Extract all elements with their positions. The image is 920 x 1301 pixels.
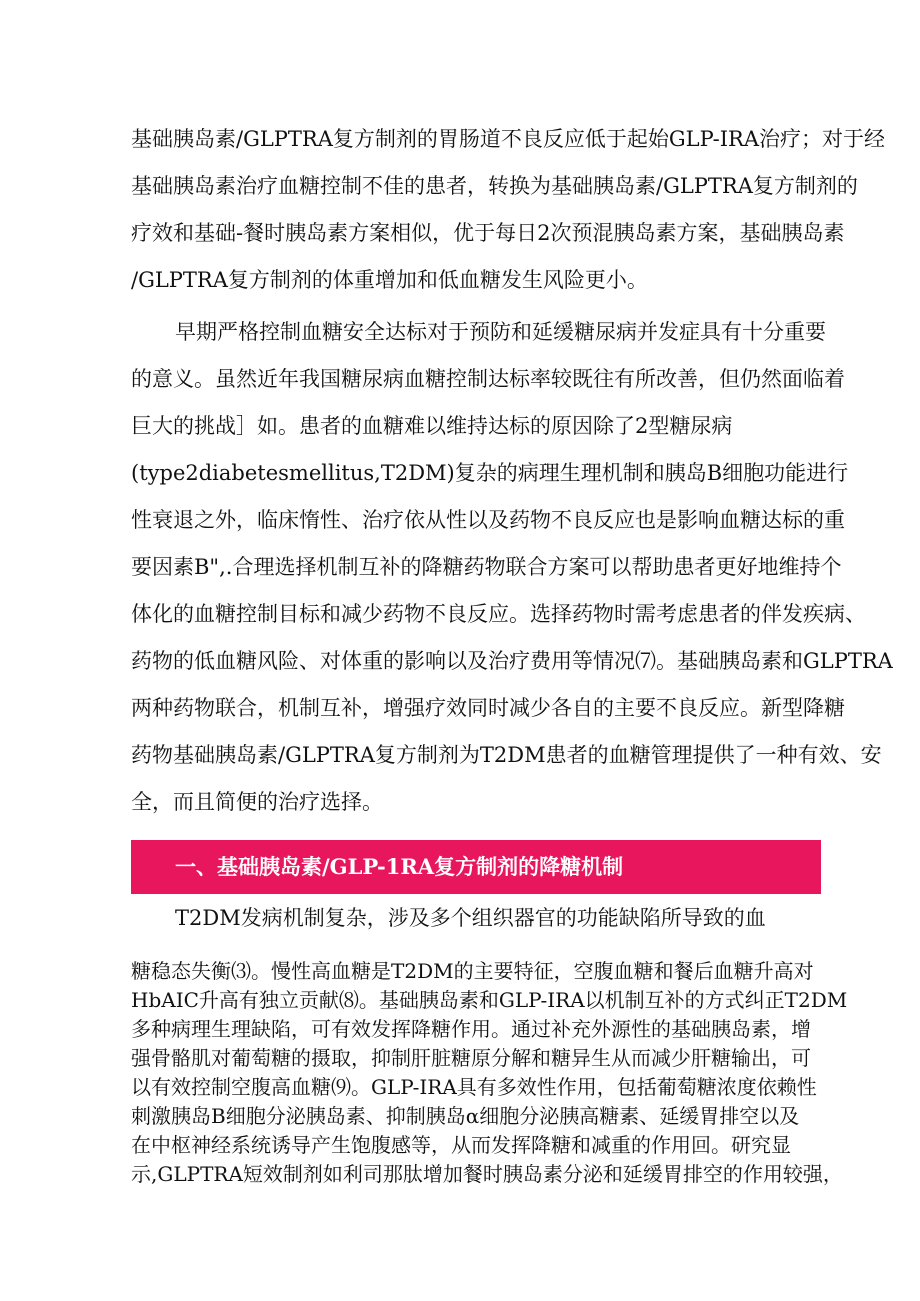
text-line: 药物基础胰岛素/GLPTRA复方制剂为T2DM患者的血糖管理提供了一种有效、安 bbox=[131, 743, 882, 767]
text-line: 两种药物联合，机制互补，增强疗效同时减少各自的主要不良反应。新型降糖 bbox=[131, 696, 845, 720]
text-line: 示,GLPTRA短效制剂如利司那肽增加餐时胰岛素分泌和延缓胃排空的作用较强， bbox=[131, 1162, 843, 1186]
text-line: /GLPTRA复方制剂的体重增加和低血糖发生风险更小。 bbox=[131, 268, 648, 292]
text-line: HbAIC升高有独立贡献⑻。基础胰岛素和GLP-IRA以机制互补的方式纠正T2DM bbox=[131, 988, 848, 1012]
text-line: 基础胰岛素治疗血糖控制不佳的患者，转换为基础胰岛素/GLPTRA复方制剂的 bbox=[131, 174, 858, 198]
text-line: 在中枢神经系统诱导产生饱腹感等，从而发挥降糖和减重的作用回。研究显 bbox=[131, 1133, 791, 1157]
section-heading-band bbox=[131, 840, 821, 894]
text-line: 的意义。虽然近年我国糖尿病血糖控制达标率较既往有所改善，但仍然面临着 bbox=[131, 367, 845, 391]
text-line: 巨大的挑战］如。患者的血糖难以维持达标的原因除了2型糖尿病 bbox=[131, 414, 733, 438]
section-title: 一、基础胰岛素/GLP-1RA复方制剂的降糖机制 bbox=[175, 854, 624, 879]
text-line: 要因素B",.合理选择机制互补的降糖药物联合方案可以帮助患者更好地维持个 bbox=[131, 555, 842, 579]
text-line: 体化的血糖控制目标和减少药物不良反应。选择药物时需考虑患者的伴发疾病、 bbox=[131, 602, 866, 626]
text-line: 早期严格控制血糖安全达标对于预防和延缓糖尿病并发症具有十分重要 bbox=[175, 320, 826, 344]
text-line: (type2diabetesmellitus,T2DM)复杂的病理生理机制和胰岛B细胞功能进行 bbox=[131, 461, 849, 485]
text-line: 全，而且简便的治疗选择。 bbox=[131, 790, 383, 814]
text-line: 刺激胰岛B细胞分泌胰岛素、抑制胰岛α细胞分泌胰高糖素、延缓胃排空以及 bbox=[131, 1104, 800, 1128]
text-line: 性衰退之外，临床惰性、治疗依从性以及药物不良反应也是影响血糖达标的重 bbox=[131, 508, 845, 532]
text-line: 基础胰岛素/GLPTRA复方制剂的胃肠道不良反应低于起始GLP-IRA治疗；对于经 bbox=[131, 127, 885, 151]
text-line: 疗效和基础-餐时胰岛素方案相似，优于每日2次预混胰岛素方案，基础胰岛素 bbox=[131, 221, 845, 245]
text-line: 多种病理生理缺陷，可有效发挥降糖作用。通过补充外源性的基础胰岛素，增 bbox=[131, 1017, 811, 1041]
text-line: 强骨骼肌对葡萄糖的摄取，抑制肝脏糖原分解和糖异生从而减少肝糖输出，可 bbox=[131, 1046, 811, 1070]
text-line: 以有效控制空腹高血糖⑼。GLP-IRA具有多效性作用，包括葡萄糖浓度依赖性 bbox=[131, 1075, 817, 1099]
text-line: T2DM发病机制复杂，涉及多个组织器官的功能缺陷所导致的血 bbox=[175, 906, 766, 930]
text-line: 药物的低血糖风险、对体重的影响以及治疗费用等情况⑺。基础胰岛素和GLPTRA bbox=[131, 649, 893, 673]
text-line: 糖稳态失衡⑶。慢性高血糖是T2DM的主要特征，空腹血糖和餐后血糖升高对 bbox=[131, 959, 814, 983]
